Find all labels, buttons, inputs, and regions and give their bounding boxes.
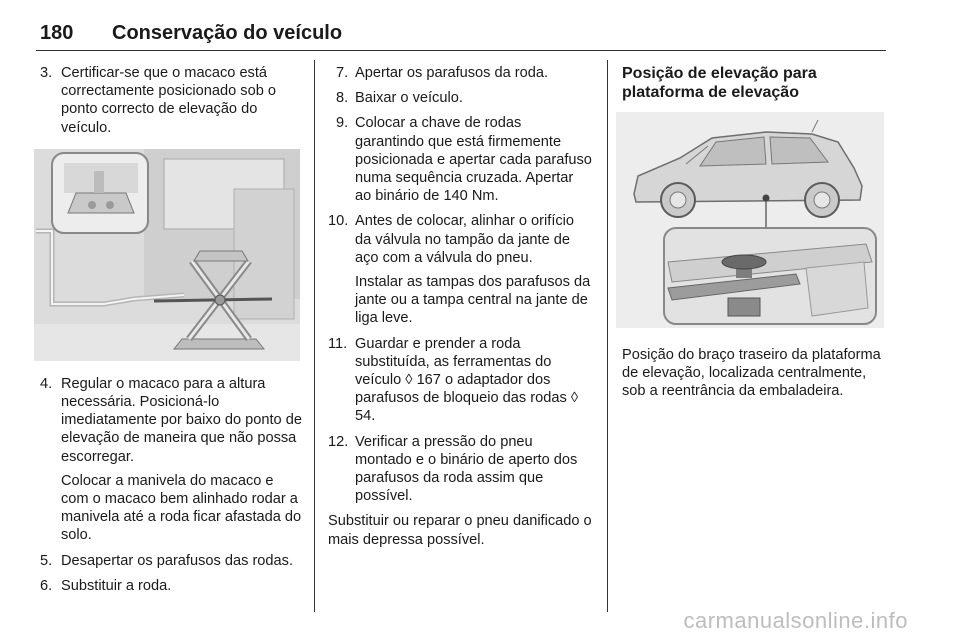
watermark: carmanualsonline.info [683,608,908,633]
step-text: Verificar a pressão do pneu montado e o binário de aperto dos parafusos da roda assim que possível. [355,433,578,505]
step-text: Regular o macaco para a altura necessária. Posicioná-lo imediatamente por baixo do ponto de elevação de maneira que não possa escorregar. [61,375,302,465]
page-title: Conservação do veículo [112,22,343,44]
step-text-continued: Colocar a manivela do macaco e com o macaco bem alinhado rodar a manivela até a roda ficar afastada do solo. [61,472,302,544]
page-number: 180 [40,22,74,44]
step-text: Certificar-se que o macaco está correctamente posicionado sob o ponto correcto de elevação do veículo. [61,65,276,136]
figure-caption: Posição do braço traseiro da plataforma de elevação, localizada centralmente, sob a reentrância da embaladeira. [622,347,881,400]
list-item [328,335,593,426]
step-number: 5. [40,552,53,569]
step-text: Guardar e prender a roda substituída, as ferramentas do veículo [355,335,552,389]
list-item [328,89,593,107]
column-3 [622,64,884,401]
page-reference-arrow-icon: ◊ [405,372,413,389]
list-item [40,64,302,137]
list-item [40,577,302,595]
section-heading: Posição de elevação para plataforma de elevação [622,65,817,101]
step-text: Substituir a roda. [61,577,172,594]
page-reference-arrow-icon: ◊ [570,390,579,407]
column-1 [40,64,302,602]
closing-paragraph: Substituir ou reparar o pneu danificado o mais depressa possível. [328,513,592,548]
step-text: Colocar a chave de rodas garantindo que está firmemente posicionada e apertar cada parafuso numa sequência cruzada. Apertar ao binário de 140 Nm. [355,115,592,205]
step-text-continued: Instalar as tampas dos parafusos da jante ou a tampa central na jante de liga leve. [355,274,591,327]
step-number: 4. [40,375,53,392]
jack-illustration [34,149,300,361]
lift-position-illustration [616,112,884,328]
step-text: Desapertar os parafusos das rodas. [61,552,294,569]
step-number: 11. [328,335,348,352]
page-reference: 167 o adaptador dos parafusos de bloqueio das rodas [355,372,571,407]
step-number: 12. [328,433,349,450]
step-number: 7. [336,65,349,81]
list-item [40,552,302,570]
step-number: 6. [40,577,53,594]
step-number: 8. [336,90,349,107]
page-reference: 54. [355,408,376,425]
column-divider [314,60,315,612]
list-item [328,433,593,506]
list-item [40,375,302,545]
page-header [36,16,886,51]
column-2 [328,64,593,549]
step-text: Antes de colocar, alinhar o orifício da válvula no tampão da jante de aço com a válvula do pneu. [355,213,575,266]
step-number: 3. [40,65,53,81]
list-item [328,64,593,82]
list-item [328,114,593,205]
step-number: 10. [328,213,349,230]
list-item [328,212,593,327]
step-number: 9. [336,115,349,132]
step-text: Baixar o veículo. [355,90,463,107]
step-text: Apertar os parafusos da roda. [355,65,549,81]
column-divider [607,60,608,612]
